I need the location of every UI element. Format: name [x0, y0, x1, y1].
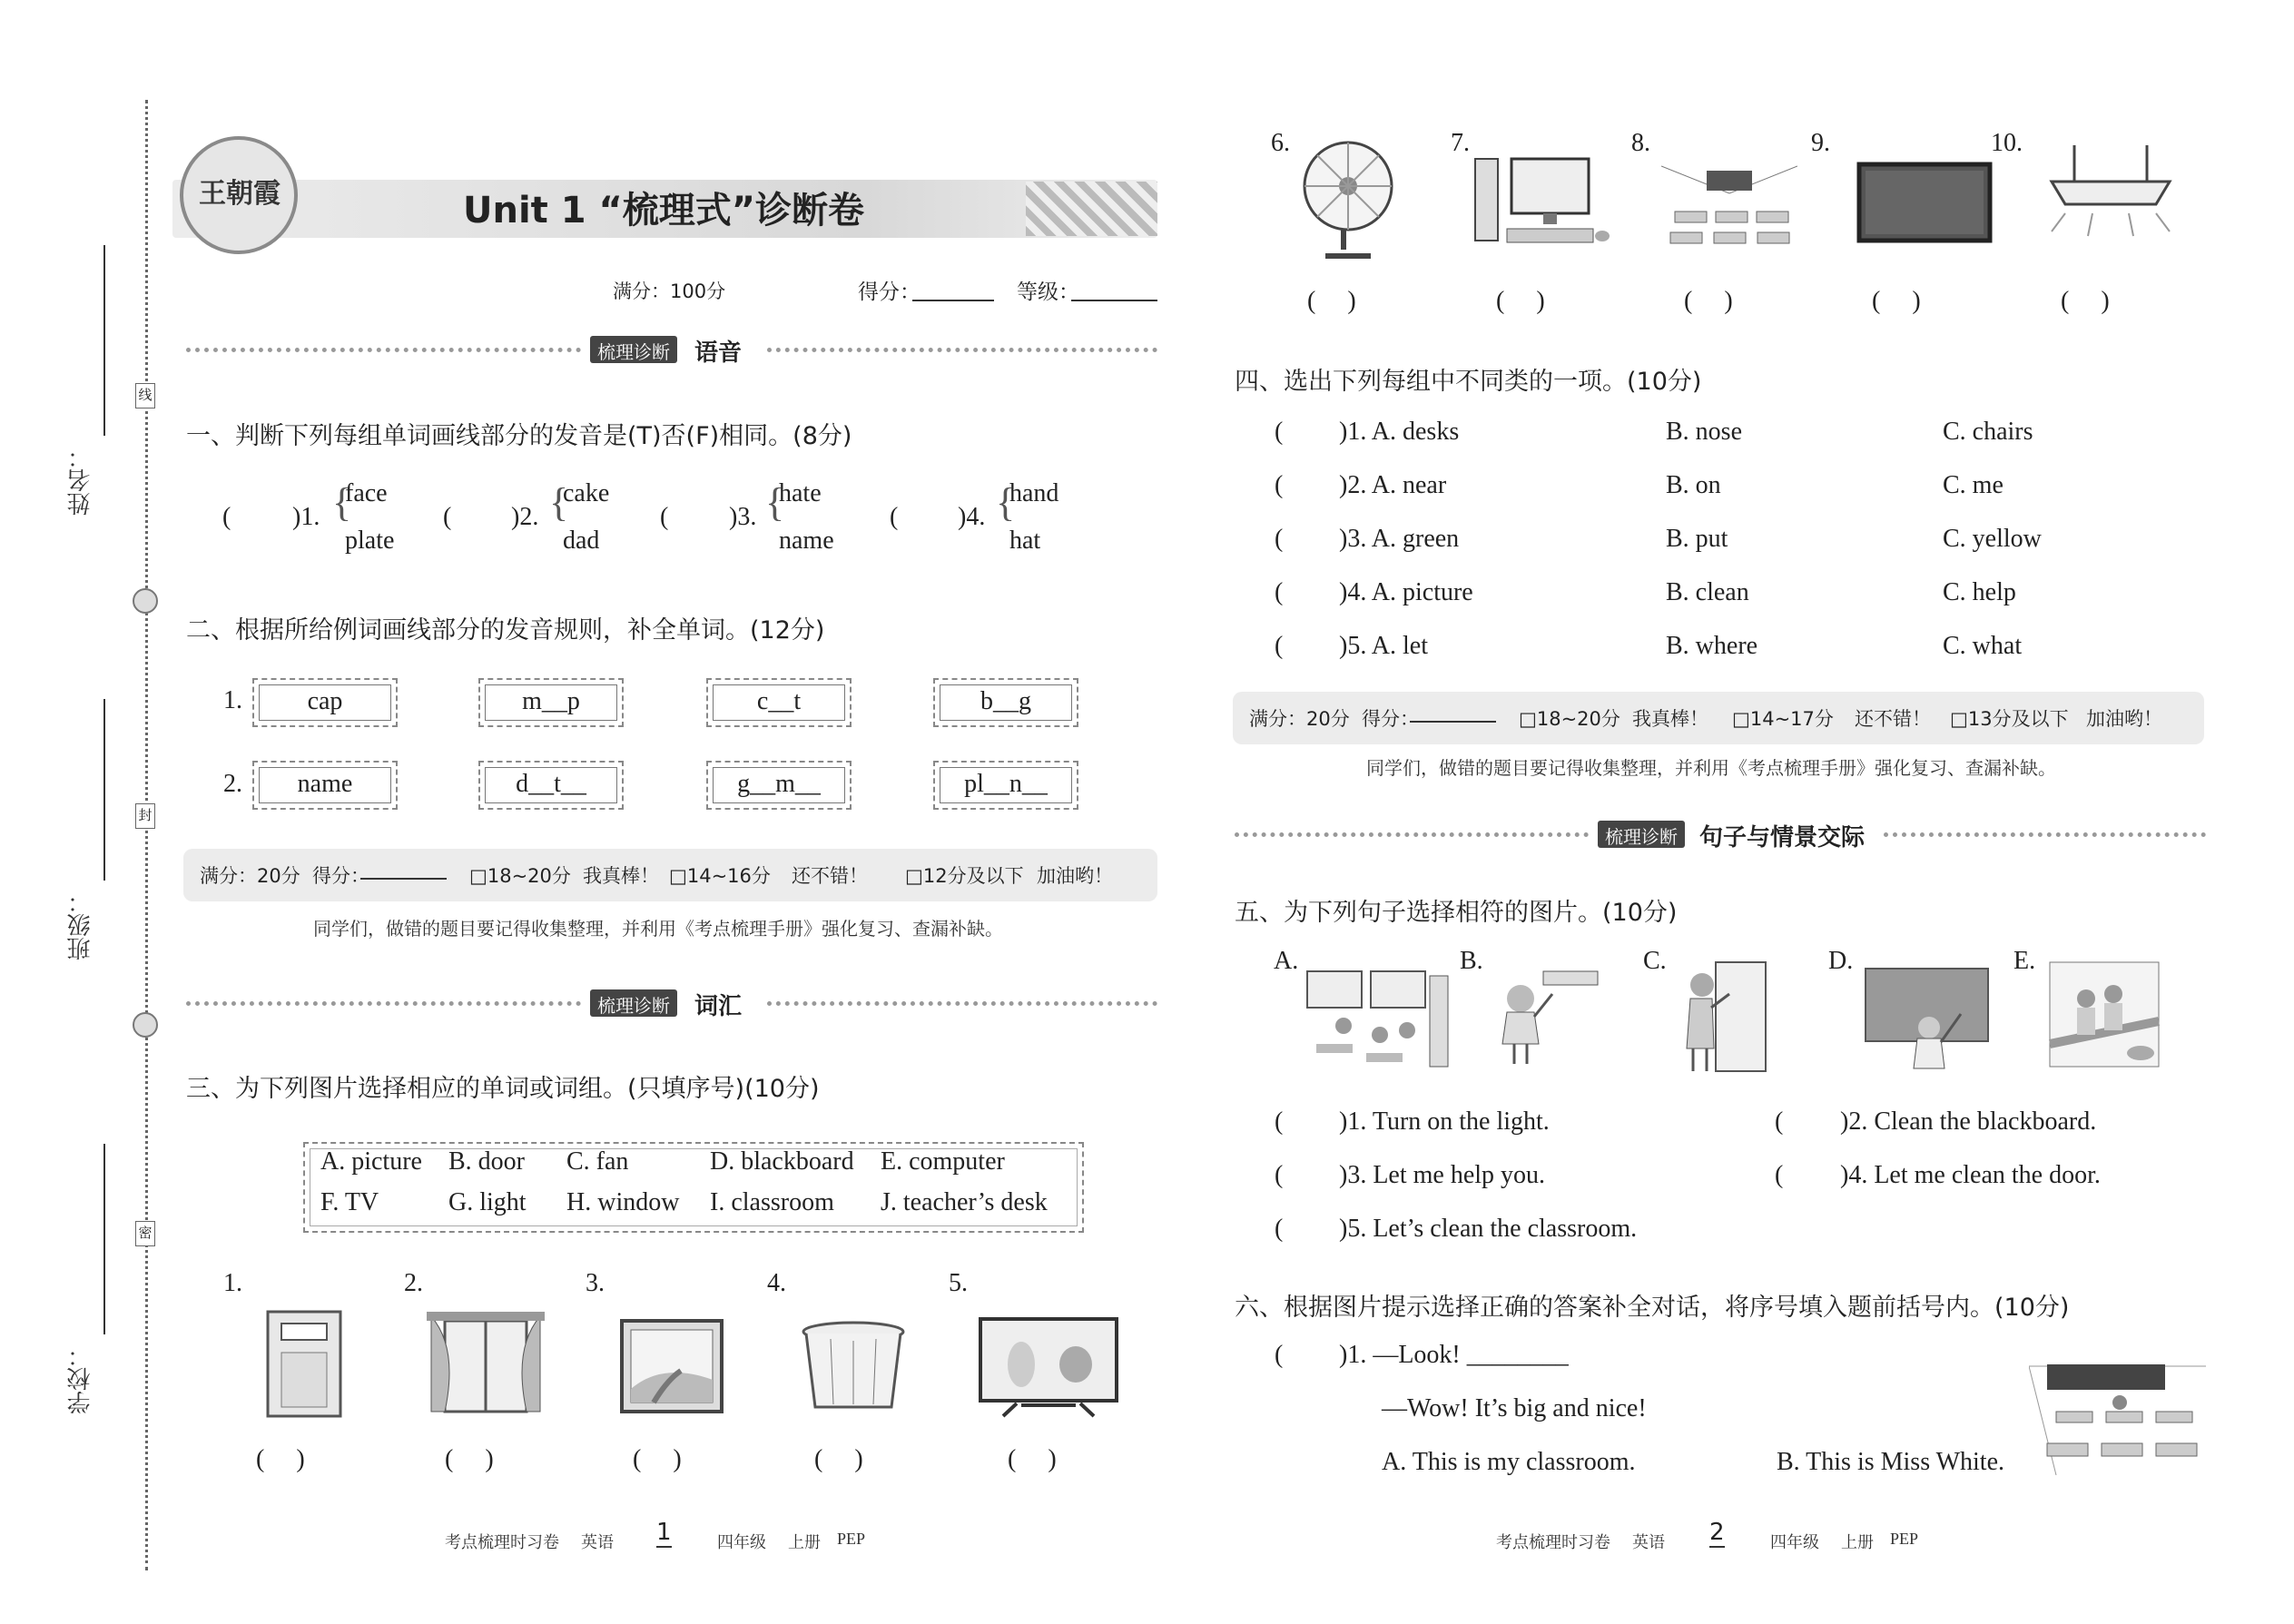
q2-answer-box[interactable]: m__p: [478, 678, 624, 727]
q4-option: C. me: [1943, 471, 2004, 499]
q4-option: B. where: [1666, 632, 1758, 660]
score-label: 得分：: [858, 281, 921, 304]
picture-frame-icon: [617, 1316, 726, 1416]
q4-option: B. clean: [1666, 578, 1749, 606]
q2-row-num: 1.: [223, 686, 242, 714]
binding-margin: [0, 0, 163, 1624]
q1-bracket[interactable]: (: [660, 503, 694, 531]
page-number: 1: [656, 1519, 672, 1546]
bank-item: B. door: [448, 1147, 525, 1176]
light-icon: [2038, 145, 2183, 245]
mark-seal: 封: [135, 803, 155, 829]
brace: {: [549, 480, 569, 525]
q1-word: face: [345, 479, 388, 507]
footer-book: 考点梳理时习卷: [445, 1533, 559, 1552]
footer-term: 上册: [1841, 1533, 1874, 1552]
q4-option: )2. A. near: [1339, 471, 1447, 499]
q1-word: name: [779, 527, 834, 555]
answer-bracket[interactable]: ( ): [1872, 287, 1921, 315]
answer-bracket[interactable]: ( ): [1496, 287, 1545, 315]
bank-item: G. light: [448, 1188, 527, 1216]
q1-word: hat: [1009, 527, 1041, 555]
street-help-icon: [2045, 958, 2163, 1071]
mark-line: 线: [135, 383, 155, 408]
pic-num: 4.: [767, 1269, 786, 1297]
brace: {: [332, 480, 352, 525]
bank-item: C. fan: [566, 1147, 629, 1176]
q1-bracket[interactable]: (: [222, 503, 257, 531]
q4-option: B. nose: [1666, 418, 1742, 446]
pic-num: 2.: [404, 1269, 423, 1297]
q1-word: hand: [1009, 479, 1059, 507]
pic-num: 10.: [1991, 129, 2023, 157]
footer-subject: 英语: [581, 1533, 614, 1552]
q2-title: 二、根据所给例词画线部分的发音规则，补全单词。(12分): [186, 616, 825, 645]
answer-bracket[interactable]: ( ): [1008, 1445, 1057, 1473]
answer-bracket[interactable]: ( ): [256, 1445, 305, 1473]
pic-letter: B.: [1460, 947, 1483, 975]
pic-num: 5.: [949, 1269, 968, 1297]
answer-bracket[interactable]: (: [1275, 418, 1284, 446]
q4-option: C. chairs: [1943, 418, 2033, 446]
answer-bracket[interactable]: (: [1275, 578, 1284, 606]
q5-sentence: )1. Turn on the light.: [1339, 1107, 1550, 1136]
footer-term: 上册: [788, 1533, 821, 1552]
q1-word: cake: [563, 479, 610, 507]
answer-bracket[interactable]: (: [1275, 1107, 1284, 1136]
bank-item: D. blackboard: [710, 1147, 854, 1176]
page-number: 2: [1709, 1519, 1725, 1546]
brace: {: [765, 480, 785, 525]
window-icon: [427, 1312, 545, 1416]
binding-hole-icon: [133, 1012, 158, 1038]
answer-bracket[interactable]: (: [1275, 1341, 1284, 1369]
answer-bracket[interactable]: ( ): [814, 1445, 863, 1473]
q3-title: 三、为下列图片选择相应的单词或词组。(只填序号)(10分): [186, 1075, 820, 1103]
q4-title: 四、选出下列每组中不同类的一项。(10分): [1235, 368, 1702, 396]
q2-answer-box[interactable]: d__t__: [478, 761, 624, 810]
pic-num: 1.: [223, 1269, 242, 1297]
bank-item: F. TV: [320, 1188, 379, 1216]
girl-light-icon: [1480, 962, 1607, 1071]
brand-logo: 王朝霞: [180, 136, 298, 254]
answer-bracket[interactable]: (: [1275, 1161, 1284, 1189]
q5-sentence: )4. Let me clean the door.: [1840, 1161, 2101, 1189]
answer-bracket[interactable]: (: [1275, 1215, 1284, 1243]
q1-item-num: )1.: [292, 503, 320, 531]
answer-bracket[interactable]: ( ): [1684, 287, 1733, 315]
q2-row-num: 2.: [223, 770, 242, 798]
bank-item: H. window: [566, 1188, 680, 1216]
classroom-icon: [1661, 153, 1797, 252]
full-score: 满分：100分: [613, 281, 726, 302]
q1-word: dad: [563, 527, 600, 555]
score-field[interactable]: [912, 300, 994, 301]
score-bar: 满分：20分 得分： □18~20分 我真棒！ □14~16分 还不错！ □12分及以下 加油哟！: [183, 849, 1157, 901]
name-line: [103, 245, 105, 436]
q5-title: 五、为下列句子选择相符的图片。(10分): [1235, 899, 1678, 927]
answer-bracket[interactable]: ( ): [633, 1445, 682, 1473]
bank-item: I. classroom: [710, 1188, 834, 1216]
answer-bracket[interactable]: ( ): [445, 1445, 494, 1473]
answer-bracket[interactable]: (: [1275, 471, 1284, 499]
computer-icon: [1471, 154, 1616, 250]
q1-item-num: )2.: [511, 503, 539, 531]
q2-answer-box[interactable]: c__t: [706, 678, 852, 727]
q5-sentence: )5. Let’s clean the classroom.: [1339, 1215, 1638, 1243]
mark-secret: 密: [135, 1221, 155, 1246]
footer-subject: 英语: [1632, 1533, 1665, 1552]
kids-cleaning-classroom-icon: [1298, 967, 1452, 1071]
q4-option: )5. A. let: [1339, 632, 1428, 660]
pic-letter: D.: [1828, 947, 1854, 975]
pic-letter: A.: [1274, 947, 1299, 975]
q4-option: )1. A. desks: [1339, 418, 1460, 446]
binding-hole-icon: [133, 588, 158, 614]
q4-option: C. help: [1943, 578, 2016, 606]
q1-title: 一、判断下列每组单词画线部分的发音是(T)否(F)相同。(8分): [186, 422, 852, 450]
grade-field[interactable]: [1071, 300, 1157, 301]
q5-sentence: )3. Let me help you.: [1339, 1161, 1546, 1189]
checker-pattern: [1026, 182, 1157, 236]
q1-item-num: )3.: [729, 503, 757, 531]
answer-bracket[interactable]: ( ): [1307, 287, 1356, 315]
q6-title: 六、根据图片提示选择正确的答案补全对话，将序号填入题前括号内。(10分): [1235, 1294, 2070, 1322]
q1-bracket[interactable]: (: [443, 503, 478, 531]
grade-label: 等级：: [1017, 281, 1079, 304]
answer-bracket[interactable]: (: [1275, 632, 1284, 660]
q4-option: )3. A. green: [1339, 525, 1460, 553]
q1-item-num: )4.: [958, 503, 986, 531]
tip-note: 同学们，做错的题目要记得收集整理，并利用《考点梳理手册》强化复习、查漏补缺。: [313, 918, 1003, 940]
pic-num: 6.: [1271, 129, 1290, 157]
brace: {: [996, 480, 1016, 525]
footer-grade: 四年级: [717, 1533, 766, 1552]
q6-line: —Wow! It’s big and nice!: [1382, 1394, 1647, 1422]
class-line: [103, 699, 105, 881]
answer-bracket[interactable]: (: [1775, 1107, 1784, 1136]
girl-blackboard-icon: [1861, 964, 1993, 1073]
answer-bracket[interactable]: (: [1775, 1161, 1784, 1189]
footer-version: PEP: [837, 1530, 866, 1548]
q4-option: C. what: [1943, 632, 2023, 660]
q1-word: plate: [345, 527, 395, 555]
q1-word: hate: [779, 479, 822, 507]
q6-option-a: A. This is my classroom.: [1382, 1448, 1636, 1476]
classroom-scene-icon: [2029, 1357, 2206, 1480]
footer-version: PEP: [1890, 1530, 1919, 1548]
school-label: 学校：: [67, 1343, 94, 1414]
score-bar: 满分：20分 得分： □18~20分 我真棒！ □14~17分 还不错！ □13分及以下 加油哟！: [1233, 692, 2204, 744]
boy-door-icon: [1670, 958, 1775, 1076]
pic-num: 9.: [1811, 129, 1830, 157]
q4-option: B. on: [1666, 471, 1721, 499]
bank-item: J. teacher’s desk: [881, 1188, 1048, 1216]
school-line: [103, 1144, 105, 1334]
footer-book: 考点梳理时习卷: [1496, 1533, 1610, 1552]
q4-option: C. yellow: [1943, 525, 2042, 553]
page-title: Unit 1 “梳理式”诊断卷: [463, 190, 865, 231]
answer-bracket[interactable]: ( ): [2061, 287, 2110, 315]
q2-answer-box[interactable]: pl__n__: [933, 761, 1078, 810]
class-label: 班级：: [67, 890, 94, 960]
q2-answer-box[interactable]: g__m__: [706, 761, 852, 810]
pic-num: 7.: [1451, 129, 1470, 157]
q2-answer-box[interactable]: b__g: [933, 678, 1078, 727]
tv-icon: [976, 1314, 1121, 1419]
answer-bracket[interactable]: (: [1275, 525, 1284, 553]
fan-icon: [1298, 136, 1398, 263]
q6-line: )1. —Look! ________: [1339, 1341, 1569, 1369]
tip-note: 同学们，做错的题目要记得收集整理，并利用《考点梳理手册》强化复习、查漏补缺。: [1366, 757, 2056, 779]
q5-sentence: )2. Clean the blackboard.: [1840, 1107, 2097, 1136]
door-icon: [254, 1307, 354, 1421]
footer-grade: 四年级: [1770, 1533, 1819, 1552]
section-header-sentences: 梳理诊断 句子与情景交际: [1235, 821, 2206, 848]
q1-bracket[interactable]: (: [890, 503, 924, 531]
pic-letter: E.: [2013, 947, 2036, 975]
q2-example-box: cap: [252, 678, 398, 727]
section-header-phonetics: 梳理诊断 语音: [186, 336, 1157, 363]
blackboard-icon: [1856, 162, 1993, 243]
bank-item: E. computer: [881, 1147, 1005, 1176]
pic-num: 8.: [1631, 129, 1650, 157]
bank-item: A. picture: [320, 1147, 422, 1176]
trash-bin-icon: [799, 1321, 908, 1412]
pic-letter: C.: [1643, 947, 1667, 975]
binding-dotted-line: [145, 100, 148, 1570]
q6-option-b: B. This is Miss White.: [1777, 1448, 2005, 1476]
pic-num: 3.: [586, 1269, 605, 1297]
section-header-vocab: 梳理诊断 词汇: [186, 989, 1157, 1017]
name-label: 姓名：: [67, 445, 94, 516]
q4-option: )4. A. picture: [1339, 578, 1473, 606]
q4-option: B. put: [1666, 525, 1728, 553]
q2-example-box: name: [252, 761, 398, 810]
